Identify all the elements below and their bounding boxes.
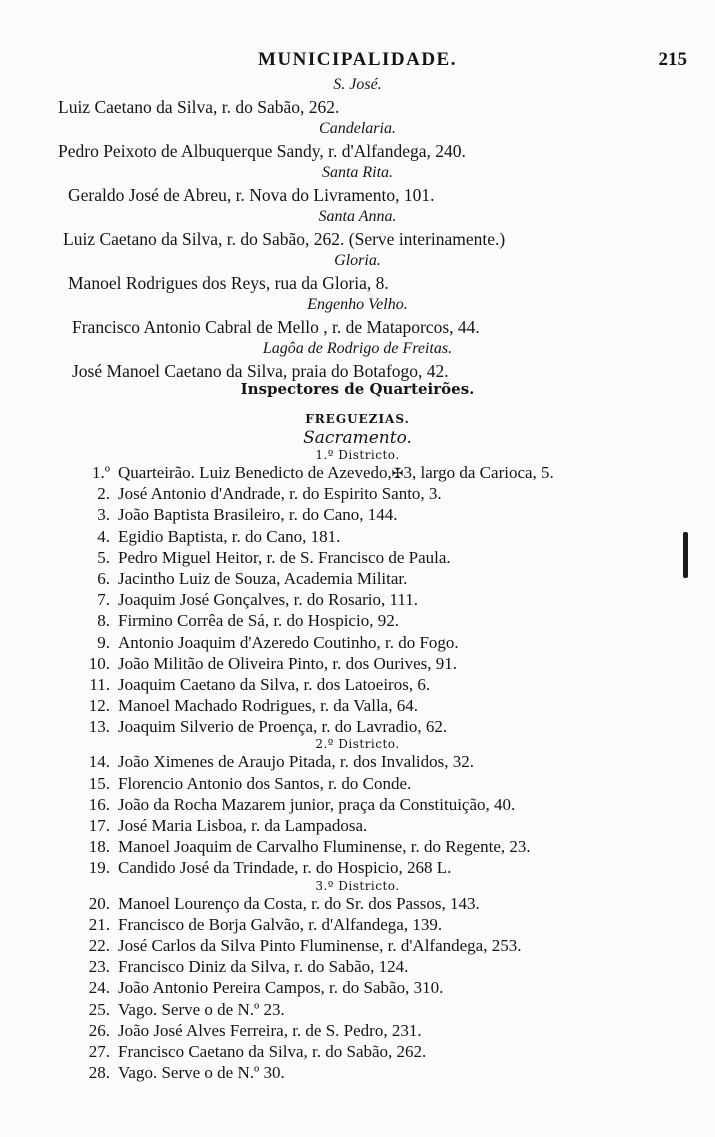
item-text: João da Rocha Mazarem junior, praça da Constituição, 40. [118,794,516,814]
list-item [0,589,715,610]
item-number: 28. [88,1063,110,1083]
item-number: 3. [97,505,110,525]
item-text: João Baptista Brasileiro, r. do Cano, 144. [118,505,398,525]
list-item [0,794,715,815]
item-text: Joaquim José Gonçalves, r. do Rosario, 111. [118,590,418,610]
list-item [0,462,715,483]
list-item [0,914,715,935]
list-item [0,610,715,631]
item-text: João José Alves Ferreira, r. de S. Pedro, 231. [118,1020,422,1040]
list-item [0,568,715,589]
parish-entry: Manoel Rodrigues dos Reys, rua da Gloria, 8. [68,273,389,293]
item-text: Francisco de Borja Galvão, r. d'Alfandega, 139. [118,914,443,934]
item-number: 9. [97,632,110,652]
parish-heading: Engenho Velho. [307,296,408,313]
list-item [0,695,715,716]
item-number: 13. [88,717,110,737]
list-item [0,632,715,653]
item-text: José Maria Lisboa, r. da Lampadosa. [118,816,368,835]
item-number: 21. [88,914,110,934]
item-number: 24. [88,978,110,998]
list-item [0,857,715,878]
list-item [0,893,715,914]
item-number: 16. [88,794,110,814]
parish-entry: Luiz Caetano da Silva, r. do Sabão, 262. [58,97,340,117]
list-item [0,773,715,794]
item-text: Egidio Baptista, r. do Cano, 181. [118,526,341,546]
running-head [0,49,715,73]
item-text: Francisco Caetano da Silva, r. do Sabão, 262. [118,1041,427,1061]
item-number: 8. [97,611,110,631]
list-item [0,674,715,695]
item-text: Vago. Serve o de N.º 30. [118,1063,285,1083]
list-item [0,504,715,525]
item-text: Vago. Serve o de N.º 23. [118,999,285,1019]
list-item [0,999,715,1020]
item-number: 10. [88,653,110,673]
list-item [0,1020,715,1041]
item-number: 15. [88,773,110,793]
page-title: MUNICIPALIDADE. [258,49,457,70]
item-number: 17. [88,816,110,835]
district-label: 1.º Districto. [315,448,400,462]
parish-entry: Luiz Caetano da Silva, r. do Sabão, 262. (Serve interinamente.) [63,229,506,249]
list-item [0,547,715,568]
district-label: 3.º Districto. [315,878,400,893]
item-text: José Antonio d'Andrade, r. do Espirito Santo, 3. [118,484,442,504]
parish-entry: Francisco Antonio Cabral de Mello , r. de Mataporcos, 44. [72,317,480,337]
item-text: Joaquim Silverio de Proença, r. do Lavradio, 62. [118,717,448,737]
page-number: 215 [658,49,687,70]
list-item [0,935,715,956]
list-item [0,483,715,504]
item-text: Joaquim Caetano da Silva, r. dos Latoeiros, 6. [118,674,431,694]
item-text: Quarteirão. Luiz Benedicto de Azevedo, [118,463,392,482]
item-text: Candido José da Trindade, r. do Hospicio, 268 L. [118,858,452,878]
item-text: Manoel Lourenço da Costa, r. do Sr. dos Passos, 143. [118,893,480,913]
item-number: 6. [97,568,110,588]
item-number: 19. [88,858,110,878]
item-number: 2. [97,484,110,504]
list-item [0,1062,715,1083]
parish-heading: S. José. [333,76,382,93]
parish-heading: Sacramento. [303,428,412,448]
item-text-tail: 3, largo da Carioca, 5. [403,463,554,482]
list-item [0,526,715,547]
item-text: João Ximenes de Araujo Pitada, r. dos Invalidos, 32. [118,752,475,772]
list-item [0,977,715,998]
item-text: Manoel Joaquim de Carvalho Fluminense, r. do Regente, 23. [118,837,531,857]
item-number: 7. [97,590,110,610]
item-text: Firmino Corrêa de Sá, r. do Hospicio, 92. [118,611,399,631]
item-text: José Carlos da Silva Pinto Fluminense, r. d'Alfandega, 253. [118,935,522,955]
item-text: Antonio Joaquim d'Azeredo Coutinho, r. do Fogo. [118,632,459,652]
list-item [0,836,715,857]
freguezias-label: FREGUEZIAS. [305,412,410,426]
item-text: Manoel Machado Rodrigues, r. da Valla, 64. [118,696,418,716]
item-number: 23. [88,957,110,977]
list-item [0,956,715,977]
item-number: 4. [97,526,110,546]
parish-heading: Candelaria. [319,120,396,137]
item-number: 18. [88,837,110,857]
list-item [0,1041,715,1062]
list-item [0,751,715,772]
parish-entry: Geraldo José de Abreu, r. Nova do Livramento, 101. [68,185,435,205]
item-number: 1.º [91,463,110,482]
item-text: João Militão de Oliveira Pinto, r. dos Ourives, 91. [118,653,458,673]
item-text: Florencio Antonio dos Santos, r. do Conde. [118,773,412,793]
parish-entry: Pedro Peixoto de Albuquerque Sandy, r. d'Alfandega, 240. [58,141,466,161]
item-number: 22. [88,935,110,955]
item-number: 25. [88,999,110,1019]
item-number: 27. [88,1041,110,1061]
parish-heading: Santa Anna. [318,208,397,225]
parish-entry: José Manoel Caetano da Silva, praia do Botafogo, 42. [72,361,449,381]
item-number: 14. [88,752,110,772]
item-text: Jacintho Luiz de Souza, Academia Militar. [118,568,408,588]
item-text: Francisco Diniz da Silva, r. do Sabão, 124. [118,957,409,977]
district-label: 2.º Districto. [315,737,400,752]
list-item [0,815,715,836]
parish-list [0,74,715,382]
section-title: Inspectores de Quarteirões. [240,380,475,398]
item-number: 5. [97,547,110,567]
item-text: João Antonio Pereira Campos, r. do Sabão, 310. [118,978,444,998]
list-item [0,716,715,737]
item-number: 12. [88,696,110,716]
cross-icon: ✠ [391,466,404,482]
parish-heading: Lagôa de Rodrigo de Freitas. [262,340,453,357]
page-edge-mark [683,532,688,578]
item-number: 20. [88,893,110,913]
item-number: 26. [88,1020,110,1040]
inspectors-section [0,366,715,1083]
list-item [0,653,715,674]
parish-heading: Santa Rita. [321,164,394,181]
parish-heading: Gloria. [334,252,381,269]
item-text: Pedro Miguel Heitor, r. de S. Francisco de Paula. [118,547,451,567]
item-number: 11. [89,674,110,694]
